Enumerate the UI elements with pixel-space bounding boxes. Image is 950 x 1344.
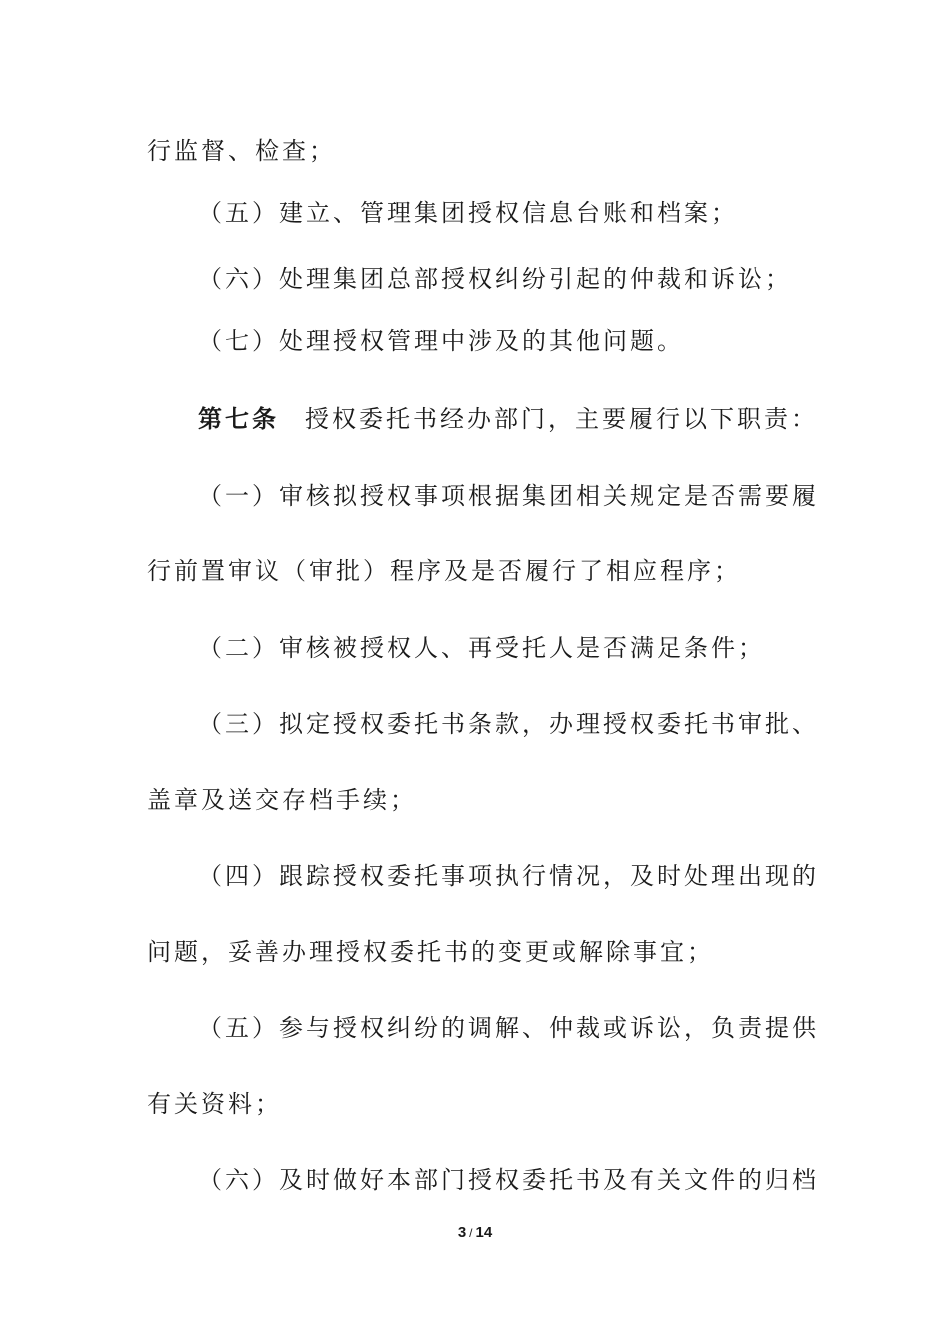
paragraph-line [0,632,950,664]
paragraph-line [0,1012,950,1044]
total-pages: 14 [475,1224,493,1241]
line-text: （二）审核被授权人、再受托人是否满足条件； [198,634,765,662]
paragraph-line [0,325,950,357]
line-text: 盖章及送交存档手续； [147,786,417,814]
current-page: 3 [457,1224,467,1241]
paragraph-line [0,784,950,816]
line-text: （五）参与授权纠纷的调解、仲裁或诉讼，负责提供 [198,1014,819,1042]
paragraph-line [0,135,950,167]
paragraph-line [0,708,950,740]
paragraph-line [0,1088,950,1120]
line-text: 问题，妥善办理授权委托书的变更或解除事宜； [147,938,714,966]
paragraph-line [0,263,950,295]
page-number [0,1224,950,1241]
line-text: 授权委托书经办部门，主要履行以下职责： [305,405,818,433]
paragraph-line [0,197,950,229]
line-text: （一）审核拟授权事项根据集团相关规定是否需要履 [198,482,819,510]
line-text: （四）跟踪授权委托事项执行情况，及时处理出现的 [198,862,819,890]
line-text: 有关资料； [147,1090,282,1118]
line-text: （五）建立、管理集团授权信息台账和档案； [198,199,738,227]
line-text: （六）及时做好本部门授权委托书及有关文件的归档 [198,1166,819,1194]
paragraph-line [0,936,950,968]
paragraph-line [0,1164,950,1196]
paragraph-line [0,480,950,512]
line-text: （三）拟定授权委托书条款，办理授权委托书审批、 [198,710,819,738]
article-number: 第七条 [198,404,279,433]
line-text: 行前置审议（审批）程序及是否履行了相应程序； [147,557,741,585]
line-text: （七）处理授权管理中涉及的其他问题。 [198,327,684,355]
page-separator: / [469,1226,473,1240]
paragraph-line [0,860,950,892]
article-heading-line [0,403,950,435]
paragraph-line [0,555,950,587]
line-text: （六）处理集团总部授权纠纷引起的仲裁和诉讼； [198,265,792,293]
line-text: 行监督、检查； [147,137,336,165]
